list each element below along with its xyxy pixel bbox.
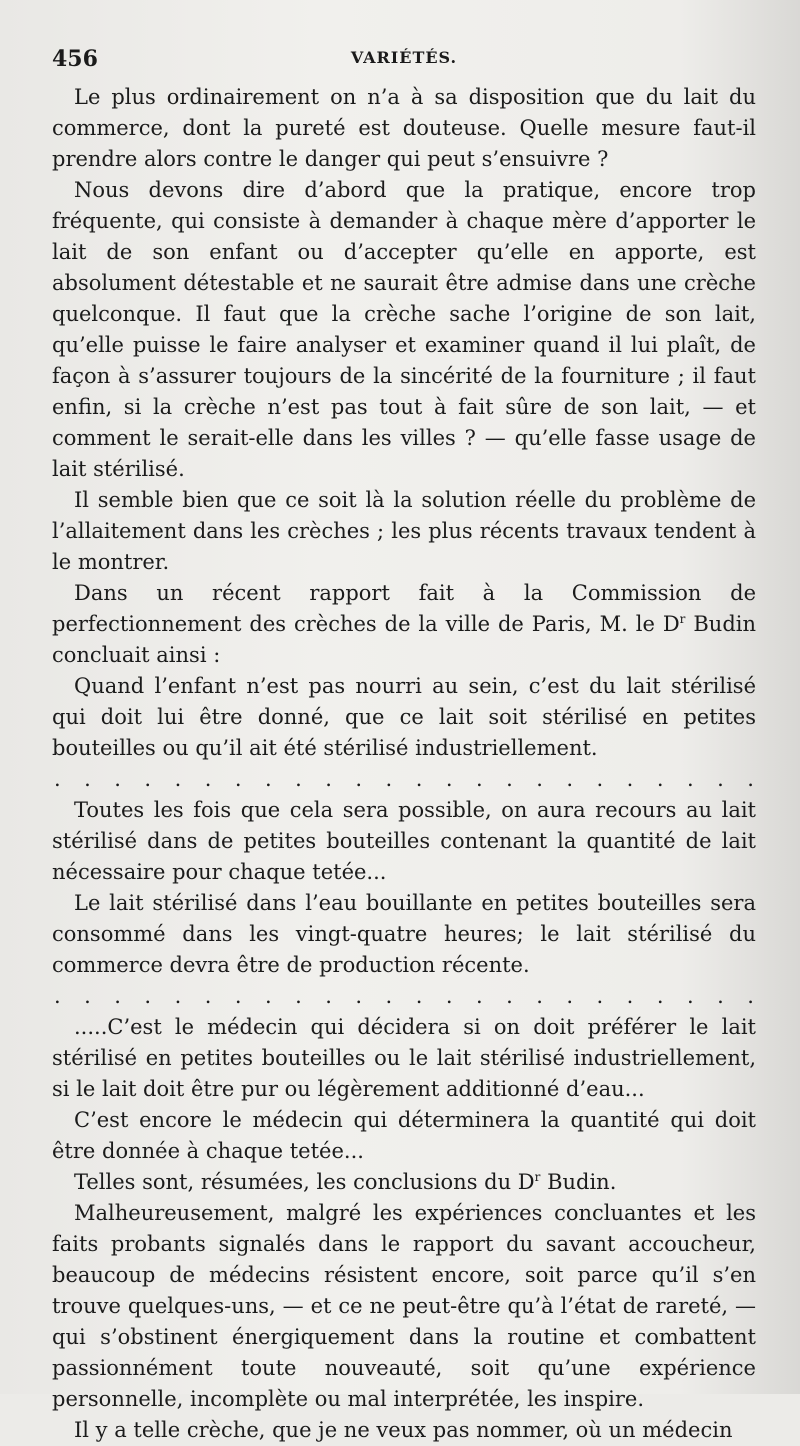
leader-dot: . <box>506 984 513 1008</box>
dot-leader-1 <box>52 764 756 795</box>
leader-dot: . <box>144 767 152 791</box>
leader-dot: . <box>174 984 182 1008</box>
leader-dot: . <box>84 984 91 1008</box>
paragraph-3: Il semble bien que ce soit là la solution réelle du problème de l’allaitement dans les crèches ; les plus récents travaux tendent à le montrer. <box>52 488 756 574</box>
leader-dot: . <box>325 767 332 791</box>
leader-dot: . <box>355 767 363 791</box>
leader-dot: . <box>234 984 242 1008</box>
leader-dot: . <box>445 767 453 791</box>
leader-dot: . <box>656 767 664 791</box>
leader-dot: . <box>385 984 393 1008</box>
quote-2: Toutes les fois que cela sera possible, on aura recours au lait stérilisé dans de petites bouteilles contenant la quantité de lait nécessaire pour chaque tetée... <box>52 798 756 884</box>
paragraph-malheureusement: Malheureusement, malgré les expériences concluantes et les faits probants signalés dans le rapport du savant accoucheur, beaucoup de médecins résistent encore, soit parce qu’il s’en trouve quelques-uns, — et ce ne peut-être qu’à l’état de rareté, — qui s’obstinent énergiquement dans la routine et combattent passionnément toute nouveauté, soit qu’une expérience personnelle, incomplète ou mal interprétée, les inspire. <box>52 1201 756 1411</box>
leader-dot: . <box>596 767 604 791</box>
paragraph-4-tail: Budin concluait ainsi : <box>52 612 756 667</box>
paragraph-1: Le plus ordinairement on n’a à sa disposition que du lait du commerce, dont la pureté est douteuse. Quelle mesure faut-il prendre alors contre le danger qui peut s’ensuivre ? <box>52 85 756 171</box>
leader-dot: . <box>415 984 423 1008</box>
leader-dot: . <box>445 984 453 1008</box>
leader-dot: . <box>54 984 61 1008</box>
leader-dot: . <box>114 767 121 791</box>
paragraph-conclusions-tail: Budin. <box>540 1170 617 1194</box>
leader-dot: . <box>475 984 483 1008</box>
leader-dot: . <box>355 984 363 1008</box>
leader-dot: . <box>264 767 272 791</box>
leader-dot: . <box>114 984 121 1008</box>
page-header <box>52 42 756 82</box>
leader-dot: . <box>506 767 513 791</box>
leader-dot: . <box>325 984 332 1008</box>
quote-4: .....C’est le médecin qui décidera si on doit préférer le lait stérilisé en petites bouteilles ou le lait stérilisé industriellement, si le lait doit être pur ou légèrement additionné d’eau... <box>52 1015 756 1101</box>
paragraph-2: Nous devons dire d’abord que la pratique, encore trop fréquente, qui consiste à demander à chaque mère d’apporter le lait de son enfant ou d’accepter qu’elle en apporte, est absolument détestable et ne saurait être admise dans une crèche quelconque. Il faut que la crèche sache l’origine de son lait, qu’elle puisse le faire analyser et examiner quand il lui plaît, de façon à s’assurer toujours de la sincérité de la fourniture ; il faut enfin, si la crèche n’est pas tout à fait sûre de son lait, — et comment le serait-elle dans les villes ? — qu’elle fasse usage de lait stérilisé. <box>52 178 756 481</box>
body-text <box>52 82 756 1446</box>
leader-dot: . <box>747 767 754 791</box>
quote-5: C’est encore le médecin qui déterminera la quantité qui doit être donnée à chaque tetée... <box>52 1108 756 1163</box>
leader-dot: . <box>686 767 694 791</box>
dot-leader-2 <box>52 981 756 1012</box>
quote-1: Quand l’enfant n’est pas nourri au sein, c’est du lait stérilisé qui doit lui être donné, que ce lait soit stérilisé en petites bouteilles ou qu’il ait été stérilisé industriellement. <box>52 674 756 760</box>
leader-dot: . <box>626 984 634 1008</box>
dr-superscript: r <box>679 612 686 626</box>
paragraph-conclusions-text: Telles sont, résumées, les conclusions du D <box>74 1170 535 1194</box>
leader-dot: . <box>204 984 212 1008</box>
leader-dot: . <box>656 984 664 1008</box>
leader-dot: . <box>144 984 152 1008</box>
leader-dot: . <box>626 767 634 791</box>
paragraph-4 <box>52 578 756 671</box>
leader-dot: . <box>204 767 212 791</box>
leader-dot: . <box>295 984 302 1008</box>
paragraph-last: Il y a telle crèche, que je ne veux pas nommer, où un médecin <box>74 1418 733 1442</box>
leader-dot: . <box>717 984 724 1008</box>
leader-dot: . <box>234 767 242 791</box>
leader-dot: . <box>54 767 61 791</box>
leader-dot: . <box>295 767 302 791</box>
leader-dot: . <box>385 767 393 791</box>
leader-dot: . <box>596 984 604 1008</box>
paragraph-conclusions <box>52 1167 756 1198</box>
leader-dot: . <box>747 984 754 1008</box>
paragraph-4-text: Dans un récent rapport fait à la Commission de perfectionnement des crèches de la ville de Paris, M. le D <box>52 581 756 636</box>
leader-dot: . <box>536 984 543 1008</box>
dr-superscript-2: r <box>534 1170 541 1184</box>
leader-dot: . <box>686 984 694 1008</box>
leader-dot: . <box>566 984 574 1008</box>
quote-3: Le lait stérilisé dans l’eau bouillante en petites bouteilles sera consommé dans les vingt-quatre heures; le lait stérilisé du commerce devra être de production récente. <box>52 891 756 977</box>
page-number: 456 <box>52 46 98 72</box>
leader-dot: . <box>536 767 543 791</box>
leader-dot: . <box>566 767 574 791</box>
leader-dot: . <box>174 767 182 791</box>
leader-dot: . <box>717 767 724 791</box>
leader-dot: . <box>475 767 483 791</box>
leader-dot: . <box>415 767 423 791</box>
leader-dot: . <box>84 767 91 791</box>
running-title: VARIÉTÉS. <box>350 48 458 67</box>
leader-dot: . <box>264 984 272 1008</box>
